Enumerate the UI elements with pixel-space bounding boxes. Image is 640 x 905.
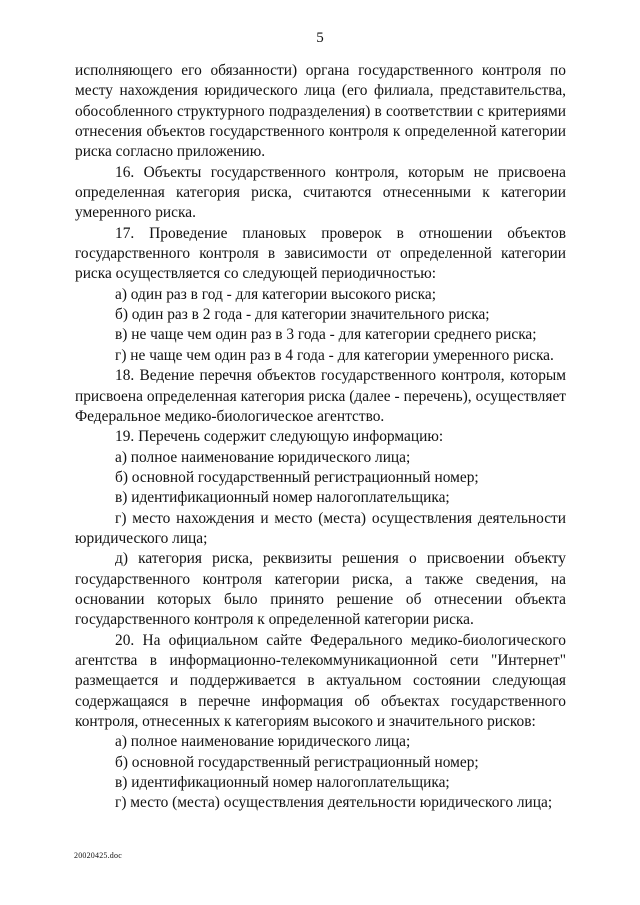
list-item-19d: г) место нахождения и место (места) осуществления деятельности юридического лица; xyxy=(75,509,566,547)
list-item-20d: г) место (места) осуществления деятельности юридического лица; xyxy=(115,794,553,812)
paragraph-19: 19. Перечень содержит следующую информацию: xyxy=(115,428,444,446)
page-number: 5 xyxy=(316,30,324,46)
paragraph-20: 20. На официальном сайте Федерального медико-биологического агентства в информационно-телекоммуникационной сети "Интернет" размещается и поддерживается в актуальном состоянии следующая содержащаяся в перечне информация об объектах государственного контроля, отнесенных к категориям высокого и значительного рисков: xyxy=(75,631,566,730)
list-item-19c: в) идентификационный номер налогоплательщика; xyxy=(115,489,450,507)
list-item-17c: в) не чаще чем один раз в 3 года - для категории среднего риска; xyxy=(115,326,537,344)
list-item-20c: в) идентификационный номер налогоплательщика; xyxy=(115,774,450,792)
list-item-17d: г) не чаще чем один раз в 4 года - для категории умеренного риска. xyxy=(115,346,554,364)
paragraph-16: 16. Объекты государственного контроля, которым не присвоена определенная категория риска, считаются отнесенными к категории умеренного риска. xyxy=(75,163,566,222)
list-item-19e: д) категория риска, реквизиты решения о присвоении объекту государственного контроля категории риска, а также сведения, на основании которых было принято решение об отнесении объекта государственного контроля к определенной категории риска. xyxy=(75,550,566,629)
list-item-19b: б) основной государственный регистрационный номер; xyxy=(115,468,479,486)
list-item-17a: а) один раз в год - для категории высокого риска; xyxy=(115,285,437,303)
list-item-19a: а) полное наименование юридического лица; xyxy=(115,448,411,466)
paragraph-18: 18. Ведение перечня объектов государственного контроля, которым присвоена определенная категория риска (далее - перечень), осуществляет Федеральное медико-биологическое агентство. xyxy=(75,367,566,425)
file-name-footer: 20020425.doc xyxy=(74,851,122,860)
list-item-20b: б) основной государственный регистрационный номер; xyxy=(115,753,479,771)
paragraph-17: 17. Проведение плановых проверок в отношении объектов государственного контроля в зависимости от определенной категории риска осуществляется со следующей периодичностью: xyxy=(75,224,566,283)
document-body xyxy=(75,61,566,814)
list-item-17b: б) один раз в 2 года - для категории значительного риска; xyxy=(115,306,490,324)
paragraph-continuation: исполняющего его обязанности) органа государственного контроля по месту нахождения юридического лица (его филиала, представительства, обособленного структурного подразделения) в соответствии с критериями отнесения объектов государственного контроля к определенной категории риска согласно приложению. xyxy=(75,62,566,161)
list-item-20a: а) полное наименование юридического лица; xyxy=(115,733,411,751)
